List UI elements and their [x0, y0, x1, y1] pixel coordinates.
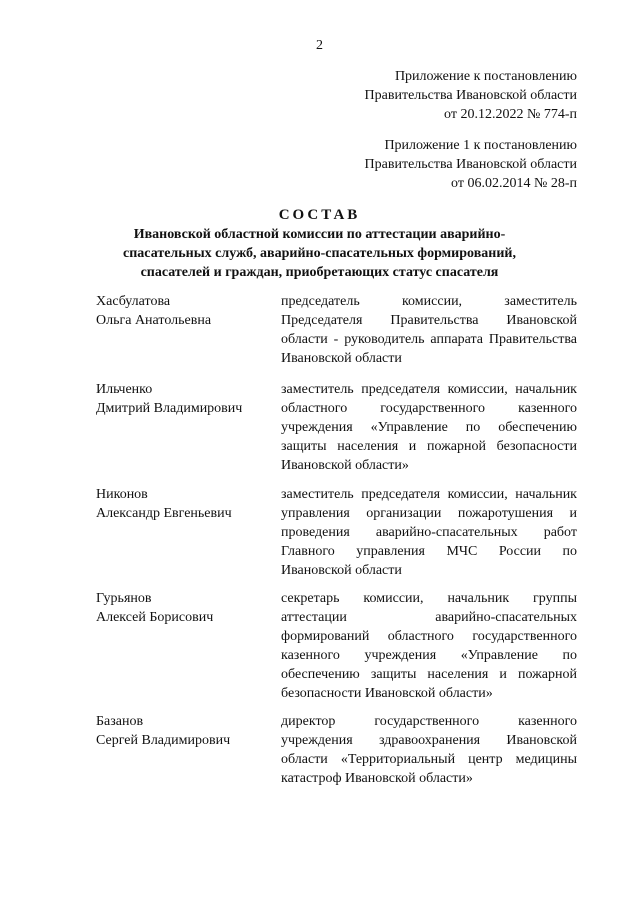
member-given-names: Сергей Владимирович [96, 733, 231, 748]
member-surname: Гурьянов [96, 591, 152, 606]
heading-subtitle-line2: спасательных служб, аварийно-спасательных формирований, [123, 246, 516, 261]
attachment-current-block [365, 67, 577, 124]
member-name [96, 380, 276, 418]
member-given-names: Алексей Борисович [96, 610, 214, 625]
attachment-original-line3: от 06.02.2014 № 28-п [451, 176, 577, 191]
attachment-original-block [365, 136, 577, 193]
member-role: секретарь комиссии, начальник группы аттестации аварийно-спасательных формирований областного государственного казенного учреждения «Управление по обеспечению защиты населения и пожарной безопасности Ивановской области» [281, 591, 577, 701]
member-given-names: Дмитрий Владимирович [96, 401, 243, 416]
member-name [96, 292, 276, 330]
member-role: заместитель председателя комиссии, начальник управления организации пожаротушения и проведения аварийно-спасательных работ Главного управления МЧС России по Ивановской области [281, 487, 577, 578]
member-role: председатель комиссии, заместитель Председателя Правительства Ивановской области - руководитель аппарата Правительства Ивановской области [281, 294, 577, 366]
member-name [96, 589, 276, 627]
attachment-current-line1: Приложение к постановлению [394, 69, 577, 84]
heading-title: СОСТАВ [278, 207, 361, 223]
attachment-current-line2: Правительства Ивановской области [364, 88, 577, 103]
attachment-current-line3: от 20.12.2022 № 774-п [444, 107, 577, 122]
member-surname: Ильченко [96, 382, 153, 397]
heading-subtitle-line1: Ивановской областной комиссии по аттестации аварийно- [133, 227, 506, 242]
document-heading [62, 205, 577, 282]
attachment-original-line1: Приложение 1 к постановлению [384, 138, 577, 153]
member-surname: Базанов [96, 714, 144, 729]
member-surname: Хасбулатова [96, 294, 171, 309]
member-name [96, 712, 276, 750]
member-given-names: Александр Евгеньевич [96, 506, 232, 521]
member-name [96, 485, 276, 523]
member-role: заместитель председателя комиссии, начальник областного государственного казенного учреждения «Управление по обеспечению защиты населения и пожарной безопасности Ивановской области» [281, 382, 577, 473]
heading-subtitle-line3: спасателей и граждан, приобретающих статус спасателя [140, 265, 499, 280]
member-surname: Никонов [96, 487, 148, 502]
page-number: 2 [316, 38, 323, 53]
member-role: директор государственного казенного учреждения здравоохранения Ивановской области «Территориальный центр медицины катастроф Ивановской области» [281, 714, 577, 786]
attachment-original-line2: Правительства Ивановской области [364, 157, 577, 172]
member-given-names: Ольга Анатольевна [96, 313, 212, 328]
